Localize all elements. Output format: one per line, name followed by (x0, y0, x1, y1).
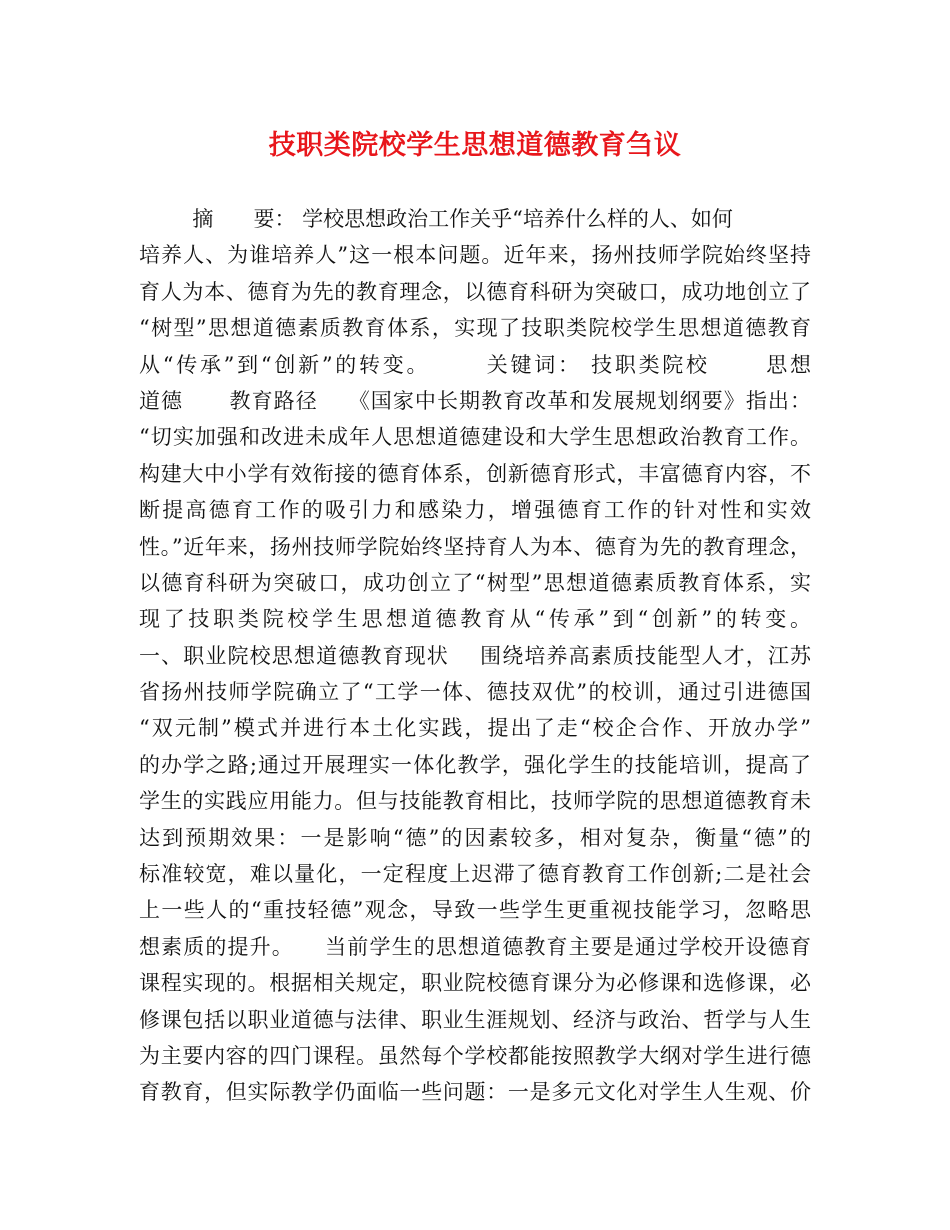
body-line: “切实加强和改进未成年人思想道德建设和大学生思想政治教育工作。 (139, 425, 811, 450)
body-line: 性。”近年来，扬州技师学院始终坚持育人为本、德育为先的教育理念， (139, 534, 811, 559)
body-line: “双元制”模式并进行本土化实践，提出了走“校企合作、开放办学” (139, 716, 811, 741)
document-body (139, 201, 811, 1111)
body-line: 课程实现的。根据相关规定，职业院校德育课分为必修课和选修课，必 (139, 971, 811, 996)
body-line: 现了技职类院校学生思想道德教育从“传承”到“创新”的转变。 (139, 607, 811, 632)
body-line: 想素质的提升。 当前学生的思想道德教育主要是通过学校开设德育 (139, 934, 811, 959)
body-line: 为主要内容的四门课程。虽然每个学校都能按照教学大纲对学生进行德 (139, 1043, 811, 1068)
body-line: 育人为本、德育为先的教育理念，以德育科研为突破口，成功地创立了 (139, 279, 811, 304)
body-line: 修课包括以职业道德与法律、职业生涯规划、经济与政治、哲学与人生 (139, 1007, 811, 1032)
body-line: 构建大中小学有效衔接的德育体系，创新德育形式，丰富德育内容，不 (139, 461, 811, 486)
body-line: 断提高德育工作的吸引力和感染力，增强德育工作的针对性和实效 (139, 498, 811, 523)
body-line: 标准较宽，难以量化，一定程度上迟滞了德育教育工作创新;二是社会 (139, 862, 811, 887)
body-line: 上一些人的“重技轻德”观念，导致一些学生更重视技能学习，忽略思 (139, 898, 811, 923)
document-title: 技职类院校学生思想道德教育刍议 (268, 130, 682, 161)
body-line: 达到预期效果：一是影响“德”的因素较多，相对复杂，衡量“德”的 (139, 825, 811, 850)
body-line: 摘 要： 学校思想政治工作关乎“培养什么样的人、如何 (139, 207, 733, 231)
body-line: 以德育科研为突破口，成功创立了“树型”思想道德素质教育体系，实 (139, 570, 811, 595)
body-line: 从“传承”到“创新”的转变。 关键词： 技职类院校 思想 (139, 352, 811, 377)
body-line: “树型”思想道德素质教育体系，实现了技职类院校学生思想道德教育 (139, 316, 811, 341)
body-line: 的办学之路;通过开展理实一体化教学，强化学生的技能培训，提高了 (139, 752, 811, 777)
body-line: 学生的实践应用能力。但与技能教育相比，技师学院的思想道德教育未 (139, 789, 811, 814)
body-line: 培养人、为谁培养人”这一根本问题。近年来，扬州技师学院始终坚持 (139, 243, 811, 268)
body-line: 道德 教育路径 《国家中长期教育改革和发展规划纲要》指出： (139, 388, 811, 413)
body-line: 育教育，但实际教学仍面临一些问题：一是多元文化对学生人生观、价 (139, 1080, 811, 1105)
body-line: 省扬州技师学院确立了“工学一体、德技双优”的校训，通过引进德国 (139, 680, 811, 705)
body-line: 一、职业院校思想道德教育现状 围绕培养高素质技能型人才，江苏 (139, 643, 811, 668)
